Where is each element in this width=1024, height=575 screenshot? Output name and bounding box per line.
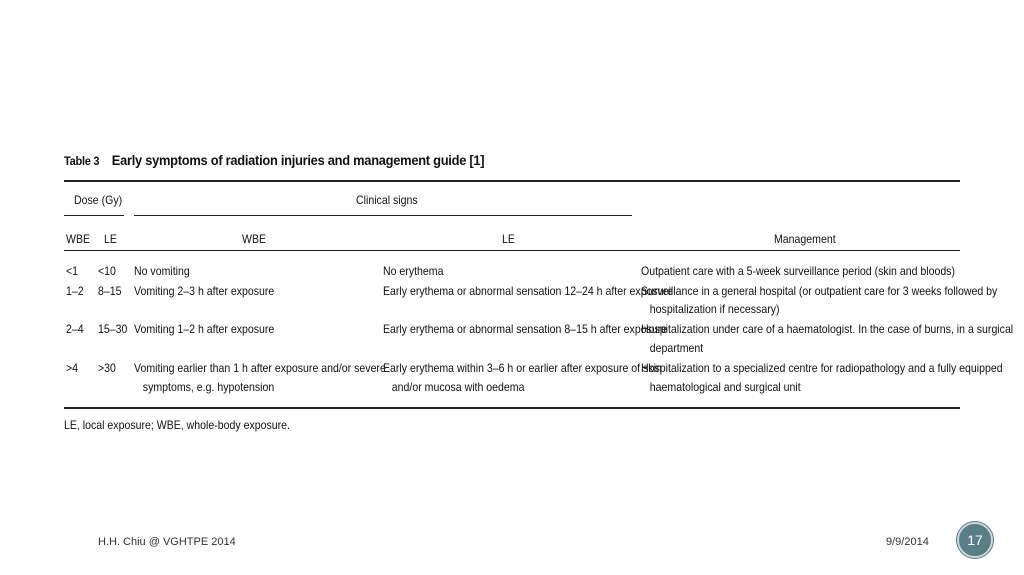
header-management: Management — [774, 232, 836, 246]
header-wbe: WBE — [242, 232, 267, 246]
row2-le-dose: 8–15 — [98, 284, 122, 298]
clinical-rule — [134, 215, 632, 216]
table-title: Early symptoms of radiation injuries and management guide [1] — [111, 152, 485, 168]
row2-wbe-dose: 1–2 — [66, 284, 84, 298]
header-le-dose: LE — [104, 232, 117, 246]
page-number: 17 — [967, 532, 983, 548]
table-footnote: LE, local exposure; WBE, whole-body exposure. — [64, 418, 290, 432]
row3-management-line2: department — [649, 341, 704, 355]
footer-date: 9/9/2014 — [886, 536, 929, 548]
row1-wbe: No vomiting — [134, 264, 190, 278]
row2-le: Early erythema or abnormal sensation 12–24 h after exposure — [383, 284, 673, 298]
top-rule — [64, 180, 960, 182]
footer-author: H.H. Chiu @ VGHTPE 2014 — [98, 536, 236, 548]
row2-wbe: Vomiting 2–3 h after exposure — [134, 284, 275, 298]
row3-management-line1: Hospitalization under care of a haematologist. In the case of burns, in a surgical — [641, 322, 1014, 336]
row4-wbe-dose: >4 — [66, 361, 79, 375]
header-rule — [64, 250, 960, 251]
row4-management-line2: haematological and surgical unit — [649, 380, 801, 394]
row3-wbe: Vomiting 1–2 h after exposure — [134, 322, 275, 336]
row4-le-dose: >30 — [98, 361, 116, 375]
row3-le: Early erythema or abnormal sensation 8–15 h after exposure — [383, 322, 668, 336]
row4-le-line2: and/or mucosa with oedema — [391, 380, 525, 394]
row4-le-line1: Early erythema within 3–6 h or earlier after exposure of skin — [383, 361, 662, 375]
dose-rule — [64, 215, 124, 216]
row1-le: No erythema — [383, 264, 444, 278]
header-le: LE — [502, 232, 515, 246]
header-dose: Dose (Gy) — [74, 193, 123, 207]
row1-le-dose: <10 — [98, 264, 116, 278]
table-caption — [64, 152, 888, 174]
bottom-rule — [64, 407, 960, 409]
header-wbe-dose: WBE — [66, 232, 91, 246]
row4-management-line1: Hospitalization to a specialized centre for radiopathology and a fully equipped — [641, 361, 1003, 375]
table-number: Table 3 — [64, 154, 100, 168]
page-number-badge — [957, 522, 993, 558]
row3-le-dose: 15–30 — [98, 322, 128, 336]
row1-management: Outpatient care with a 5-week surveillance period (skin and bloods) — [641, 264, 956, 278]
row3-wbe-dose: 2–4 — [66, 322, 84, 336]
row2-management-line2: hospitalization if necessary) — [649, 302, 780, 316]
row1-wbe-dose: <1 — [66, 264, 79, 278]
row4-wbe-line1: Vomiting earlier than 1 h after exposure and/or severe — [134, 361, 386, 375]
row4-wbe-line2: symptoms, e.g. hypotension — [142, 380, 275, 394]
row2-management-line1: Surveillance in a general hospital (or outpatient care for 3 weeks followed by — [641, 284, 998, 298]
radiation-table — [64, 152, 1014, 432]
header-clinical-signs: Clinical signs — [356, 193, 418, 207]
